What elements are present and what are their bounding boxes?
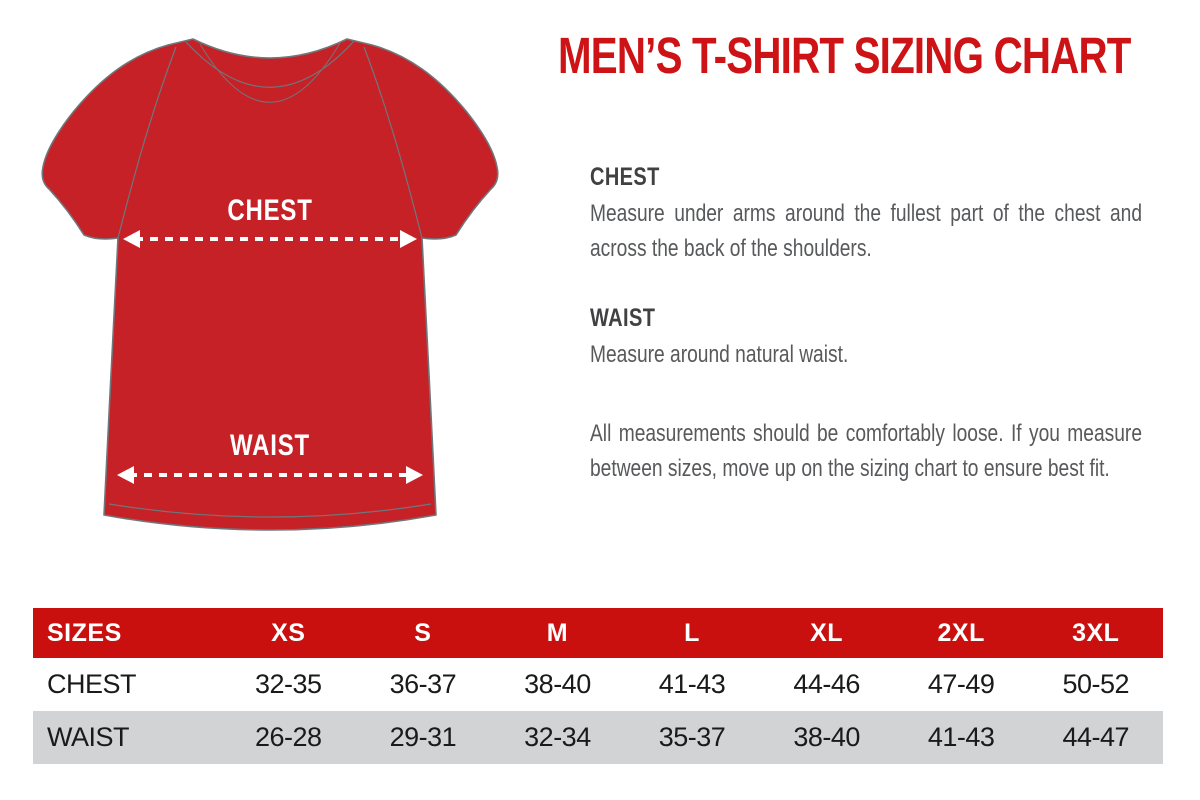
header-m: M [546,618,569,647]
waist-l: 35-37 [658,722,726,752]
chest-xl: 44-46 [793,669,860,699]
tshirt-icon [30,25,510,555]
header-2xl: 2XL [937,618,985,647]
chest-instructions: Measure under arms around the fullest part of the chest and across the back of the shoulders. [590,200,1142,262]
fit-note: All measurements should be comfortably loose. If you measure between sizes, move up on the sizing chart to ensure best fit. [590,420,1142,482]
waist-m: 32-34 [524,722,591,752]
table-row-chest [33,658,1163,711]
header-l: L [684,618,700,647]
waist-xl: 38-40 [793,722,860,752]
header-s: S [414,618,432,647]
table-row-waist [33,711,1163,764]
waist-3xl: 44-47 [1062,722,1130,752]
header-xl: XL [810,618,844,647]
page-title: MEN’S T-SHIRT SIZING CHART [558,27,1131,84]
row-label: WAIST [47,722,129,752]
chest-heading: CHEST [590,163,660,191]
tshirt-graphic [30,25,510,555]
sizing-table [33,608,1163,764]
chest-s: 36-37 [389,669,457,699]
header-xs: XS [271,618,306,647]
waist-xs: 26-28 [255,722,322,752]
chest-2xl: 47-49 [927,669,995,699]
waist-instructions: Measure around natural waist. [590,341,849,368]
waist-s: 29-31 [389,722,457,752]
waist-heading: WAIST [590,304,656,332]
waist-section [590,301,1142,372]
chest-l: 41-43 [658,669,726,699]
waist-2xl: 41-43 [927,722,995,752]
shirt-waist-label: WAIST [230,429,310,462]
chest-m: 38-40 [524,669,591,699]
shirt-chest-label: CHEST [227,194,313,227]
chest-xs: 32-35 [255,669,322,699]
header-3xl: 3XL [1072,618,1120,647]
chest-section [590,160,1142,266]
measurement-instructions [590,160,1142,486]
row-label: CHEST [47,669,137,699]
header-sizes: SIZES [47,618,122,647]
table-header-row [33,608,1163,658]
chest-3xl: 50-52 [1062,669,1130,699]
